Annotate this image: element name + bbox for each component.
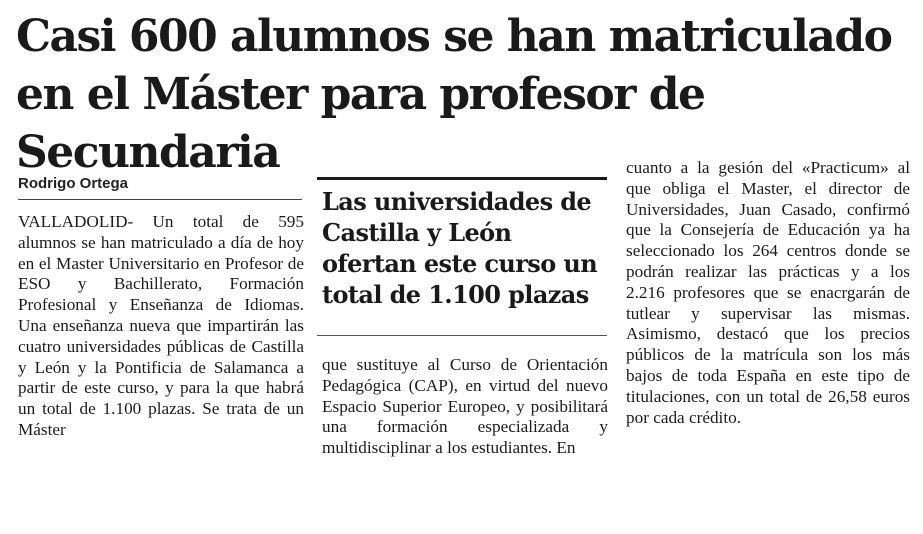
body-column-1: VALLADOLID- Un total de 595 alumnos se han matriculado a día de hoy en el Master Universitario en Profesor de ESO y Bachillerato, Formación Profesional y Enseñanza de Idiomas. Una enseñanza nueva que impartirán las cuatro universidades públicas de Castilla y León y la Pontificia de Salamanca a partir de este curso, y para la que habrá un total de 1.100 plazas. Se trata de un Máster <box>18 212 304 439</box>
pullquote-top-rule <box>317 177 607 180</box>
headline: Casi 600 alumnos se han matriculado en el Máster para profesor de Secundaria <box>16 11 892 178</box>
pullquote: Las universidades de Castilla y León ofertan este curso un total de 1.100 plazas <box>322 187 598 309</box>
byline: Rodrigo Ortega <box>18 175 129 192</box>
body-column-3: cuanto a la gesión del «Practicum» al que obliga el Master, el director de Universidades, Juan Casado, confirmó que la Consejería de Educación ya ha seleccionado los 264 centros donde se podrán realizar las prácticas y a los 2.216 profesores que se enacrgarán de tutlear y supervisar las mismas. Asimismo, destacó que los precios públicos de la matrícula son los más bajos de toda España en este tipo de titulaciones, con un total de 26,58 euros por cada crédito. <box>626 158 910 427</box>
byline-divider <box>18 199 302 200</box>
body-column-2: que sustituye al Curso de Orientación Pedagógica (CAP), en virtud del nuevo Espacio Superior Europeo, y posibilitará una formación especializada y multidisciplinar a los estudiantes. En <box>322 355 608 458</box>
pullquote-bottom-rule <box>317 335 607 336</box>
